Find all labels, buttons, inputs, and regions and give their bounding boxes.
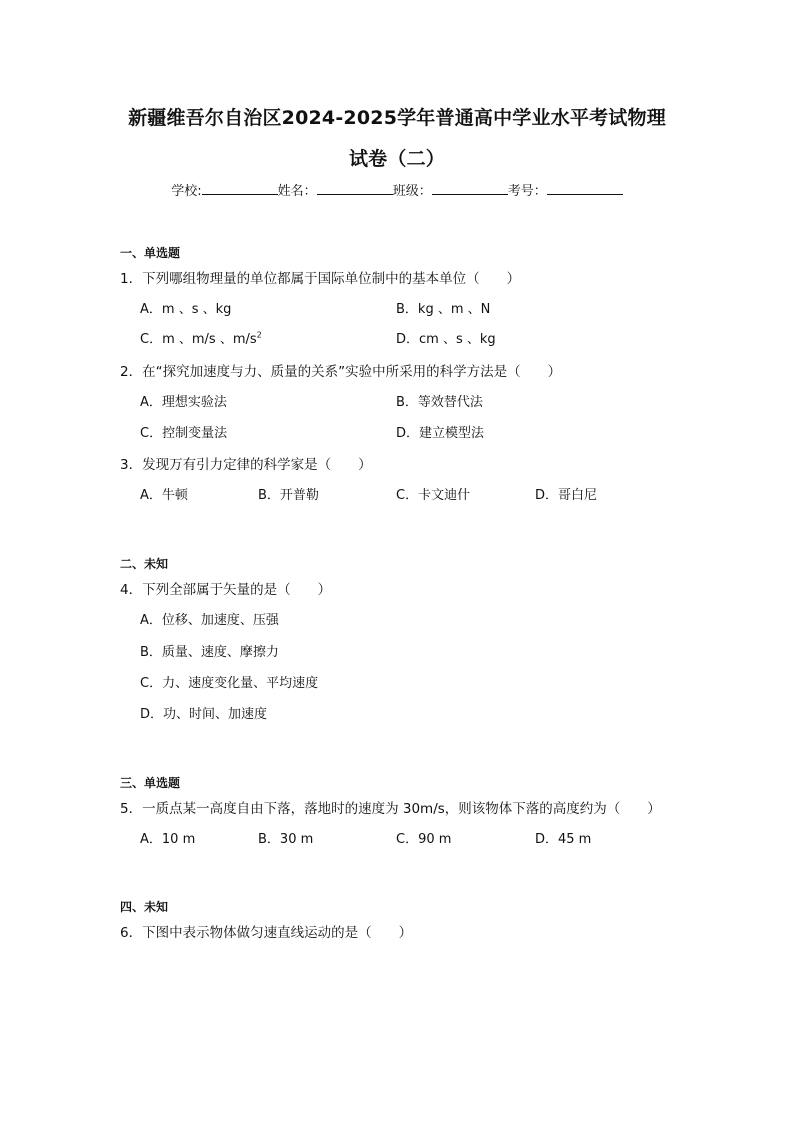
school-blank — [202, 181, 278, 195]
question-option: D．cm 、s 、kg — [396, 332, 496, 347]
student-info-row — [0, 181, 794, 201]
question-stem: 6．下图中表示物体做匀速直线运动的是（ ） — [120, 925, 413, 941]
class-blank — [432, 181, 508, 195]
question-stem: 1．下列哪组物理量的单位都属于国际单位制中的基本单位（ ） — [120, 271, 521, 287]
exam-title-line2: 试卷（二） — [348, 148, 445, 170]
name-label: 姓名： — [277, 184, 317, 199]
question-stem: 2．在“探究加速度与力、质量的关系”实验中所采用的科学方法是（ ） — [120, 364, 562, 380]
superscript: 2 — [256, 330, 262, 340]
school-label: 学校: — [171, 184, 202, 199]
option-text: C．m 、m/s 、m/s — [140, 332, 257, 347]
section-heading: 一、单选题 — [120, 246, 181, 260]
question-stem: 4．下列全部属于矢量的是（ ） — [120, 582, 332, 598]
question-option: D．功、时间、加速度 — [140, 707, 268, 722]
exam-title-line1: 新疆维吾尔自治区2024-2025学年普通高中学业水平考试物理 — [128, 107, 666, 129]
question-option: A．位移、加速度、压强 — [140, 613, 279, 628]
section-heading: 二、未知 — [120, 557, 169, 571]
question-option: B．等效替代法 — [396, 395, 483, 410]
class-label: 班级： — [392, 184, 432, 199]
question-option: D．建立模型法 — [396, 426, 485, 441]
question-option: A．m 、s 、kg — [140, 302, 232, 317]
question-option: C．90 m — [396, 832, 452, 847]
question-stem: 3．发现万有引力定律的科学家是（ ） — [120, 457, 372, 473]
question-option: C．控制变量法 — [140, 426, 228, 441]
question-option: C．卡文迪什 — [396, 488, 471, 503]
exam-number-blank — [547, 181, 623, 195]
question-option: B．30 m — [258, 832, 314, 847]
section-heading: 三、单选题 — [120, 776, 181, 790]
question-option: D．哥白尼 — [535, 488, 598, 503]
question-option: B．质量、速度、摩擦力 — [140, 645, 279, 660]
question-option: B．开普勒 — [258, 488, 319, 503]
question-option: A．理想实验法 — [140, 395, 227, 410]
question-option — [140, 331, 262, 349]
exam-number-label: 考号： — [507, 184, 547, 199]
question-option: D．45 m — [535, 832, 592, 847]
question-stem: 5．一质点某一高度自由下落，落地时的速度为 30m/s，则该物体下落的高度约为（ ） — [120, 801, 661, 817]
question-option: C．力、速度变化量、平均速度 — [140, 676, 319, 691]
question-option: A．10 m — [140, 832, 196, 847]
name-blank — [317, 181, 393, 195]
question-option: B．kg 、m 、N — [396, 302, 491, 317]
question-option: A．牛顿 — [140, 488, 188, 503]
section-heading: 四、未知 — [120, 900, 169, 914]
